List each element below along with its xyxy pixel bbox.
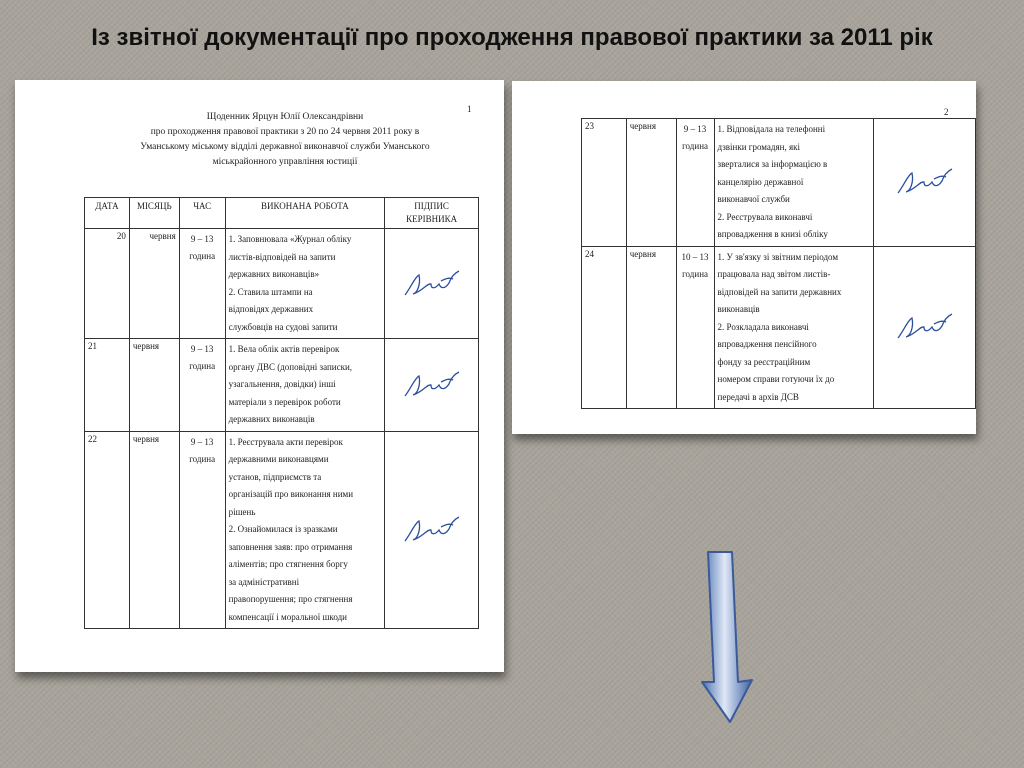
signature-icon bbox=[401, 267, 463, 301]
work-line: фонду за реєстраційним bbox=[717, 356, 811, 367]
heading-line: міськрайонного управління юстиції bbox=[212, 157, 358, 167]
cell-work bbox=[714, 119, 874, 247]
work-line: установ, підприємств та bbox=[228, 471, 322, 482]
page-number: 1 bbox=[467, 104, 472, 114]
cell-time bbox=[179, 339, 225, 432]
table-header-row bbox=[85, 198, 479, 229]
cell-date: 23 bbox=[582, 119, 627, 247]
cell-month: червня bbox=[129, 431, 179, 629]
cell-date: 24 bbox=[582, 246, 627, 409]
time-range: 9 – 13 bbox=[683, 124, 707, 134]
work-line: виконавчої служби bbox=[717, 194, 790, 204]
work-line: передачі в архів ДСВ bbox=[717, 391, 799, 402]
cell-work bbox=[225, 431, 385, 629]
cell-month: червня bbox=[626, 246, 676, 409]
work-line: аліментів; про стягнення боргу bbox=[228, 559, 348, 569]
work-line: 2. Ознайомилася із зразками bbox=[228, 524, 338, 534]
time-unit: година bbox=[189, 453, 216, 464]
header-work: ВИКОНАНА РОБОТА bbox=[225, 198, 385, 229]
document-heading bbox=[95, 110, 475, 170]
slide-title: Із звітної документації про проходження правової практики за 2011 рік bbox=[91, 24, 933, 51]
work-line: впровадження в книзі обліку bbox=[717, 229, 828, 239]
work-line: листів-відповідей на запити bbox=[228, 251, 336, 262]
arrow-down-icon bbox=[698, 548, 758, 726]
table-row bbox=[85, 339, 479, 432]
cell-work bbox=[714, 246, 874, 409]
cell-month: червня bbox=[129, 229, 179, 339]
header-time: ЧАС bbox=[179, 198, 225, 229]
work-line: 1. Відповідала на телефонні bbox=[717, 124, 826, 134]
work-line: матеріали з перевірок роботи bbox=[228, 396, 341, 407]
table-row bbox=[582, 246, 976, 409]
cell-signature bbox=[874, 246, 976, 409]
work-line: 1. Заповнювала «Журнал обліку bbox=[228, 234, 352, 244]
work-line: 1. Вела облік актів перевірок bbox=[228, 344, 340, 354]
work-line: відповідях державних bbox=[228, 304, 314, 314]
header-date: ДАТА bbox=[85, 198, 130, 229]
cell-signature bbox=[385, 431, 479, 629]
header-month: МІСЯЦЬ bbox=[129, 198, 179, 229]
signature-icon bbox=[401, 368, 463, 402]
heading-line: про проходження правової практики з 20 по 24 червня 2011 року в bbox=[150, 127, 420, 137]
work-line: 2. Ставила штампи на bbox=[228, 286, 313, 297]
cell-month: червня bbox=[626, 119, 676, 247]
heading-line: Уманському міському відділі державної виконавчої служби Уманського bbox=[140, 142, 430, 152]
time-unit: година bbox=[189, 361, 216, 371]
work-line: державних виконавців» bbox=[228, 269, 320, 279]
work-line: канцелярію державної bbox=[717, 176, 804, 187]
cell-work bbox=[225, 339, 385, 432]
work-line: номером справи готуючи їх до bbox=[717, 374, 835, 384]
work-line: за адміністративні bbox=[228, 576, 300, 587]
document-page-2 bbox=[512, 81, 976, 434]
document-page-1 bbox=[15, 80, 504, 672]
work-line: органу ДВС (доповідні записки, bbox=[228, 361, 353, 372]
cell-date: 22 bbox=[85, 431, 130, 629]
cell-work bbox=[225, 229, 385, 339]
cell-signature bbox=[385, 229, 479, 339]
work-line: організацій про виконання ними bbox=[228, 489, 354, 499]
cell-date: 21 bbox=[85, 339, 130, 432]
time-range: 9 – 13 bbox=[190, 234, 214, 244]
work-line: впровадження пенсійного bbox=[717, 339, 817, 349]
header-signature: ПІДПИС КЕРІВНИКА bbox=[385, 198, 479, 229]
work-line: державних виконавців bbox=[228, 414, 315, 424]
signature-icon bbox=[894, 165, 956, 199]
work-line: заповнення заяв: про отримання bbox=[228, 541, 353, 552]
time-unit: година bbox=[682, 268, 709, 279]
cell-signature bbox=[874, 119, 976, 247]
cell-time bbox=[676, 119, 714, 247]
practice-journal-table-continued bbox=[581, 118, 976, 409]
work-line: 2. Реєструвала виконавчі bbox=[717, 211, 813, 222]
time-range: 10 – 13 bbox=[681, 251, 709, 262]
cell-time bbox=[179, 431, 225, 629]
time-range: 9 – 13 bbox=[190, 436, 214, 447]
work-line: зверталися за інформацією в bbox=[717, 159, 828, 169]
work-line: 1. У зв'язку зі звітним періодом bbox=[717, 251, 839, 262]
signature-icon bbox=[401, 513, 463, 547]
table-row bbox=[85, 229, 479, 339]
time-range: 9 – 13 bbox=[190, 344, 214, 354]
cell-month: червня bbox=[129, 339, 179, 432]
cell-date: 20 bbox=[85, 229, 130, 339]
cell-signature bbox=[385, 339, 479, 432]
work-line: 1. Реєструвала акти перевірок bbox=[228, 436, 343, 447]
work-line: компенсації і моральної шкоди bbox=[228, 611, 347, 622]
work-line: державними виконавцями bbox=[228, 454, 329, 464]
work-line: правопорушення; про стягнення bbox=[228, 594, 353, 604]
work-line: 2. Розкладала виконавчі bbox=[717, 321, 809, 332]
heading-line: Щоденник Ярцун Юлії Олександрівни bbox=[206, 112, 364, 122]
practice-journal-table bbox=[84, 197, 479, 629]
cell-time bbox=[676, 246, 714, 409]
signature-icon bbox=[894, 310, 956, 344]
time-unit: година bbox=[189, 251, 216, 261]
page-number: 2 bbox=[944, 107, 949, 117]
work-line: виконавців bbox=[717, 304, 760, 314]
time-unit: година bbox=[682, 141, 709, 151]
work-line: рішень bbox=[228, 506, 256, 517]
work-line: дзвінки громадян, які bbox=[717, 141, 800, 152]
table-row bbox=[85, 431, 479, 629]
table-row bbox=[582, 119, 976, 247]
work-line: працювала над звітом листів- bbox=[717, 269, 831, 279]
work-line: відповідей на запити державних bbox=[717, 286, 842, 297]
work-line: службовців на судові запити bbox=[228, 321, 338, 332]
work-line: узагальнення, довідки) інші bbox=[228, 379, 336, 389]
cell-time bbox=[179, 229, 225, 339]
